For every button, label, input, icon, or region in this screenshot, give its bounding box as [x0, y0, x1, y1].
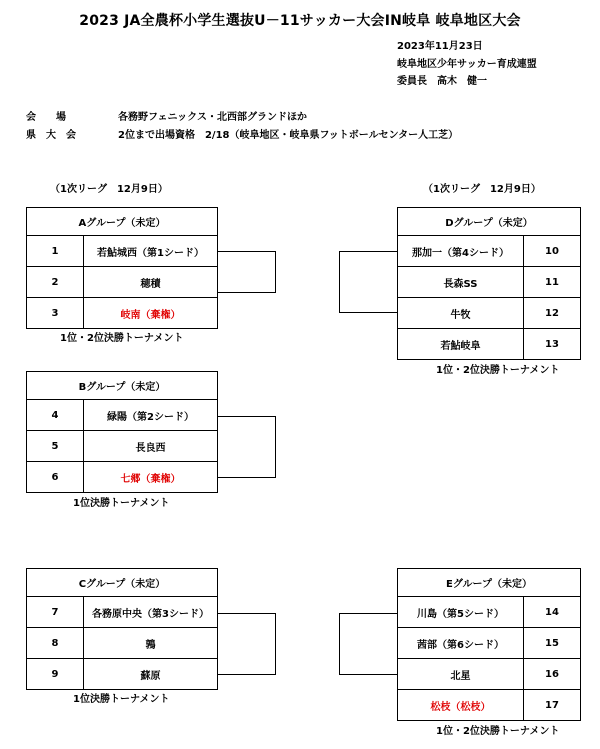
team-number: 2: [27, 267, 84, 298]
table-row: [27, 597, 218, 628]
table-row: [398, 329, 581, 360]
venue-value: 各務野フェニックス・北西部グランドほか: [118, 112, 307, 123]
team-number: 3: [27, 298, 84, 329]
table-row: [27, 298, 218, 329]
group-e-note: 1位・2位決勝トーナメント: [436, 726, 560, 737]
chairman: 委員長 高木 健一: [397, 76, 487, 87]
venue-label: 会 場: [26, 112, 66, 123]
team-name: 川島（第5シード）: [398, 597, 524, 628]
team-number: 13: [524, 329, 581, 360]
group-b-note: 1位決勝トーナメント: [73, 498, 170, 509]
group-b-bracket: [218, 416, 276, 478]
team-number: 5: [27, 431, 84, 462]
group-d-bracket: [339, 251, 397, 313]
group-d-table: [397, 207, 581, 360]
group-c-table: [26, 568, 218, 690]
team-name: 岐南（棄権）: [84, 298, 218, 329]
date: 2023年11月23日: [397, 41, 483, 52]
table-row: [27, 236, 218, 267]
team-number: 15: [524, 628, 581, 659]
team-name: 長森SS: [398, 267, 524, 298]
team-name: 穂積: [84, 267, 218, 298]
team-name: 長良西: [84, 431, 218, 462]
table-row: [27, 267, 218, 298]
organizer: 岐阜地区少年サッカー育成連盟: [397, 59, 537, 70]
group-b-table: [26, 371, 218, 493]
team-number: 7: [27, 597, 84, 628]
team-name: 蘇原: [84, 659, 218, 690]
group-c-bracket: [218, 613, 276, 675]
team-number: 16: [524, 659, 581, 690]
table-row: [398, 298, 581, 329]
group-c-note: 1位決勝トーナメント: [73, 694, 170, 705]
group-d-note: 1位・2位決勝トーナメント: [436, 365, 560, 376]
team-number: 9: [27, 659, 84, 690]
group-e-bracket: [339, 613, 397, 675]
page-title: 2023 JA全農杯小学生選抜U－11サッカー大会IN岐阜 岐阜地区大会: [79, 13, 521, 29]
team-number: 12: [524, 298, 581, 329]
team-name: 各務原中央（第3シード）: [84, 597, 218, 628]
right-league-label: （1次リーグ 12月9日）: [423, 184, 541, 195]
prefecture-label: 県 大 会: [26, 130, 76, 141]
group-b-header: Bグループ（未定）: [27, 372, 218, 400]
table-row: [27, 628, 218, 659]
team-name: 若鮎岐阜: [398, 329, 524, 360]
group-c-header: Cグループ（未定）: [27, 569, 218, 597]
group-e-header: Eグループ（未定）: [398, 569, 581, 597]
team-number: 17: [524, 690, 581, 721]
team-number: 10: [524, 236, 581, 267]
table-row: [398, 659, 581, 690]
table-row: [398, 236, 581, 267]
team-name: 七郷（棄権）: [84, 462, 218, 493]
prefecture-value: 2位まで出場資格 2/18（岐阜地区・岐阜県フットボールセンター人工芝）: [118, 130, 459, 141]
table-row: [27, 400, 218, 431]
group-a-note: 1位・2位決勝トーナメント: [60, 333, 184, 344]
team-name: 茜部（第6シード）: [398, 628, 524, 659]
table-row: [398, 267, 581, 298]
table-row: [27, 431, 218, 462]
team-name: 鶉: [84, 628, 218, 659]
team-name: 松枝（松枝）: [398, 690, 524, 721]
team-number: 8: [27, 628, 84, 659]
left-league-label: （1次リーグ 12月9日）: [50, 184, 168, 195]
team-number: 11: [524, 267, 581, 298]
team-name: 北星: [398, 659, 524, 690]
team-name: 那加一（第4シード）: [398, 236, 524, 267]
team-number: 14: [524, 597, 581, 628]
table-row: [27, 659, 218, 690]
table-row: [27, 462, 218, 493]
table-row: [398, 597, 581, 628]
team-name: 牛牧: [398, 298, 524, 329]
team-name: 緑陽（第2シード）: [84, 400, 218, 431]
table-row: [398, 690, 581, 721]
team-number: 1: [27, 236, 84, 267]
group-a-bracket: [218, 251, 276, 293]
group-d-header: Dグループ（未定）: [398, 208, 581, 236]
team-name: 若鮎城西（第1シード）: [84, 236, 218, 267]
group-a-header: Aグループ（未定）: [27, 208, 218, 236]
table-row: [398, 628, 581, 659]
group-a-table: [26, 207, 218, 329]
group-e-table: [397, 568, 581, 721]
team-number: 6: [27, 462, 84, 493]
team-number: 4: [27, 400, 84, 431]
